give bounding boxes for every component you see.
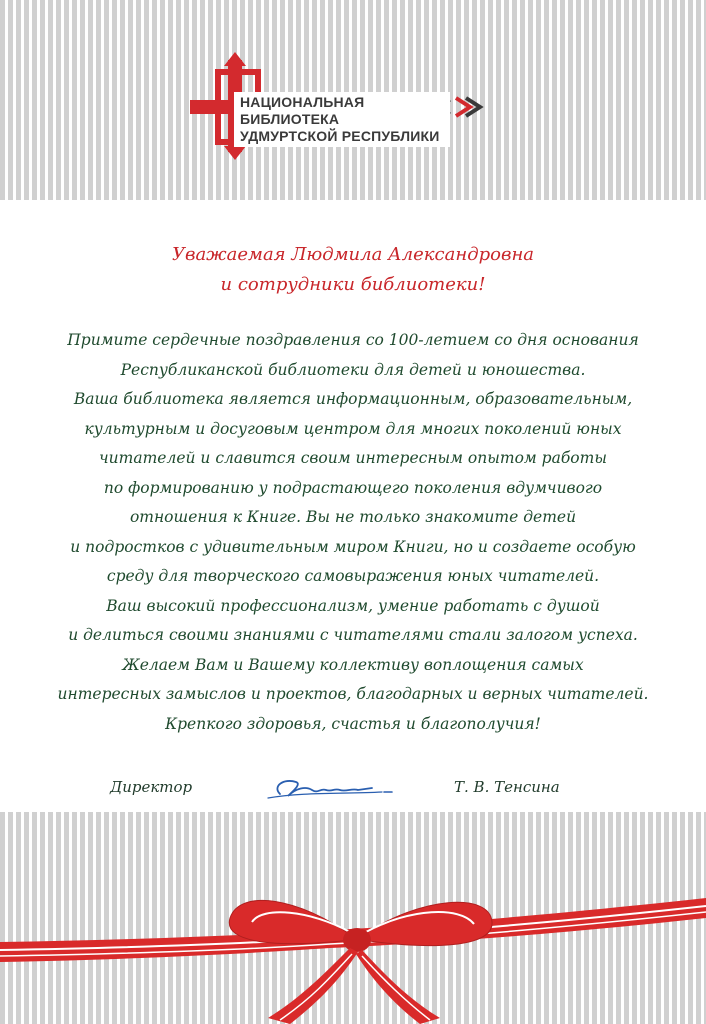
logo-line-1: НАЦИОНАЛЬНАЯ БИБЛИОТЕКА [240,94,365,127]
letter-body [40,326,666,739]
body-line: Крепкого здоровья, счастья и благополучия! [165,714,541,733]
logo-text [234,92,450,147]
greeting [0,240,706,300]
library-logo [188,52,488,162]
signer-position: Директор [110,778,193,796]
body-line: Ваш высокий профессионализм, умение работать с душой [106,596,600,615]
body-line: читателей и славится своим интересным опытом работы [99,449,607,467]
body-line: Желаем Вам и Вашему коллективу воплощения самых [122,655,584,674]
signature-row [0,772,706,812]
greeting-line-2: и сотрудники библиотеки! [220,274,486,295]
body-line: среду для творческого самовыражения юных читателей. [106,567,600,585]
handwritten-signature-icon [262,772,412,808]
body-line: Республиканской библиотеки для детей и юношества. [120,360,586,379]
body-line: и подростков с удивительным миром Книги, но и создаете особую [70,537,636,556]
body-line: Ваша библиотека является информационным, образовательным, [73,390,633,408]
body-line: интересных замыслов и проектов, благодарных и верных читателей. [57,685,649,703]
body-line: Примите сердечные поздравления со 100-летием со дня основания [67,331,639,349]
body-line: отношения к Книге. Вы не только знакомите детей [129,508,577,526]
body-line: по формированию у подрастающего поколения вдумчивого [103,478,603,497]
red-ribbon-bow-icon [0,878,706,1024]
body-line: культурным и досуговым центром для многих поколений юных [84,419,622,438]
greeting-line-1: Уважаемая Людмила Александровна [171,244,535,265]
signer-name: Т. В. Тенсина [454,778,560,796]
logo-line-2: УДМУРТСКОЙ РЕСПУБЛИКИ [240,128,440,144]
body-line: и делиться своими знаниями с читателями стали залогом успеха. [68,626,638,644]
